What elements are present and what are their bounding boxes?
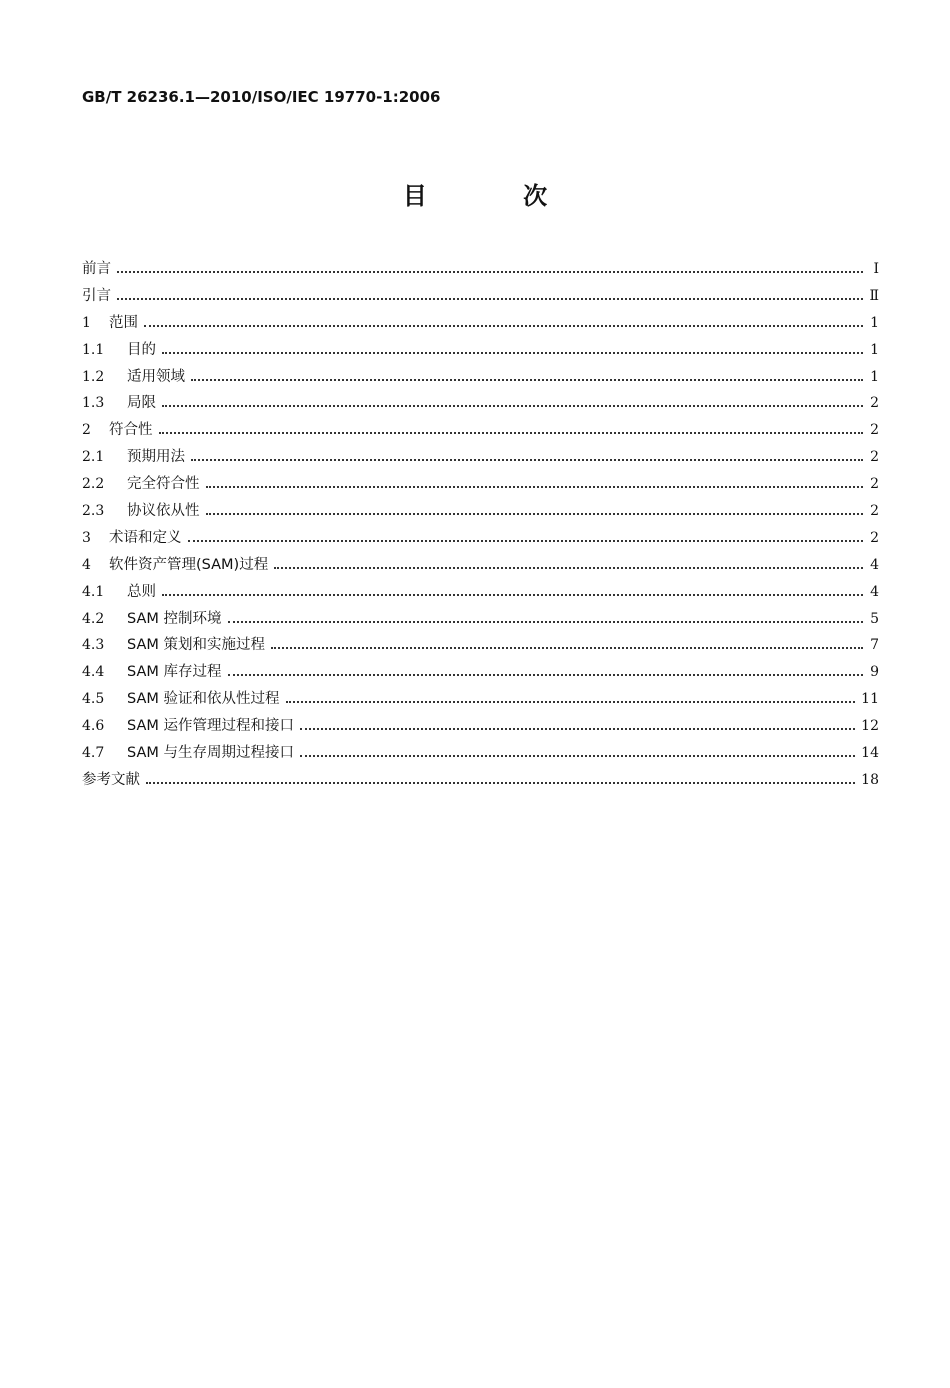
- toc-leader-dots: [286, 701, 856, 703]
- toc-entry-page: 1: [870, 368, 879, 385]
- toc-entry-number: 2.3: [82, 503, 105, 520]
- toc-entry-title: 协议依从性: [127, 503, 200, 520]
- toc-entry-title: 引言: [82, 287, 111, 304]
- toc-entry-title: 术语和定义: [109, 529, 182, 546]
- toc-leader-dots: [206, 486, 864, 488]
- toc-leader-dots: [274, 567, 863, 569]
- toc-entry-page: 7: [870, 637, 879, 654]
- toc-entry-title: 范围: [109, 314, 138, 331]
- toc-entry-page: 12: [861, 718, 879, 735]
- toc-entry-page: 2: [870, 395, 879, 412]
- toc-entry-number: 1.1: [82, 341, 105, 358]
- toc-entry-page: 11: [861, 691, 879, 708]
- toc-entry-page: Ⅱ: [869, 287, 879, 304]
- toc-entry-number: 4: [82, 556, 91, 573]
- toc-entry-number: 4.2: [82, 610, 105, 627]
- toc-entry-number: 4.3: [82, 637, 105, 654]
- toc-entry[interactable]: [82, 257, 879, 284]
- toc-entry-title: SAM 验证和依从性过程: [127, 691, 280, 708]
- toc-entry-page: 9: [870, 664, 879, 681]
- toc-leader-dots: [206, 513, 864, 515]
- toc-entry[interactable]: [82, 553, 879, 580]
- toc-entry-page: 4: [870, 556, 879, 573]
- toc-entry[interactable]: [82, 391, 879, 418]
- toc-leader-dots: [300, 755, 855, 757]
- toc-entry-page: 1: [870, 341, 879, 358]
- toc-leader-dots: [300, 728, 855, 730]
- toc-leader-dots: [162, 405, 863, 407]
- toc-entry[interactable]: [82, 472, 879, 499]
- toc-entry[interactable]: [82, 445, 879, 472]
- toc-entry-title: SAM 运作管理过程和接口: [127, 718, 295, 735]
- toc-entry-number: 4.5: [82, 691, 105, 708]
- toc-entry-page: 1: [870, 314, 879, 331]
- toc-entry-page: 2: [870, 449, 879, 466]
- toc-entry[interactable]: [82, 768, 879, 795]
- toc-entry-page: 4: [870, 583, 879, 600]
- toc-entry-title: 适用领域: [127, 368, 185, 385]
- toc-entry-page: 5: [870, 610, 879, 627]
- toc-entry-title: SAM 策划和实施过程: [127, 637, 266, 654]
- toc-entry-title: 完全符合性: [127, 476, 200, 493]
- toc-leader-dots: [162, 352, 863, 354]
- toc-leader-dots: [191, 459, 863, 461]
- toc-entry-number: 4.1: [82, 583, 105, 600]
- toc-entry-number: 2.1: [82, 449, 105, 466]
- toc-entry-title: SAM 控制环境: [127, 610, 222, 627]
- toc-entry[interactable]: [82, 284, 879, 311]
- toc-entry-title: 局限: [127, 395, 156, 412]
- toc-entry[interactable]: [82, 365, 879, 392]
- toc-leader-dots: [228, 621, 863, 623]
- toc-entry-title: 软件资产管理(SAM)过程: [109, 556, 269, 573]
- toc-entry-title: SAM 与生存周期过程接口: [127, 745, 295, 762]
- toc-entry-number: 4.7: [82, 745, 105, 762]
- document-code: GB/T 26236.1—2010/ISO/IEC 19770-1:2006: [82, 88, 441, 106]
- toc-entry[interactable]: [82, 338, 879, 365]
- toc-entry[interactable]: [82, 687, 879, 714]
- toc-entry[interactable]: [82, 580, 879, 607]
- toc-title: 目 次: [402, 182, 592, 210]
- toc-leader-dots: [162, 594, 863, 596]
- toc-entry[interactable]: [82, 633, 879, 660]
- toc-entry-title: 总则: [127, 583, 156, 600]
- table-of-contents: [82, 257, 879, 795]
- toc-entry-title: 参考文献: [82, 771, 140, 788]
- toc-entry-title: 目的: [127, 341, 156, 358]
- toc-entry-number: 2.2: [82, 476, 105, 493]
- toc-entry-title: 前言: [82, 261, 111, 277]
- toc-entry-page: 2: [870, 503, 879, 520]
- toc-entry-number: 2: [82, 422, 91, 439]
- toc-entry-number: 3: [82, 529, 91, 546]
- toc-entry-number: 1: [82, 314, 91, 331]
- toc-leader-dots: [191, 379, 863, 381]
- toc-leader-dots: [117, 298, 863, 300]
- toc-entry-page: 2: [870, 529, 879, 546]
- toc-entry[interactable]: [82, 741, 879, 768]
- toc-entry-title: SAM 库存过程: [127, 664, 222, 681]
- toc-leader-dots: [271, 647, 863, 649]
- toc-entry-page: 2: [870, 476, 879, 493]
- toc-entry[interactable]: [82, 499, 879, 526]
- toc-leader-dots: [188, 540, 864, 542]
- toc-entry-number: 4.6: [82, 718, 105, 735]
- toc-entry[interactable]: [82, 714, 879, 741]
- toc-entry-page: 2: [870, 422, 879, 439]
- toc-entry-title: 预期用法: [127, 449, 185, 466]
- toc-entry-title: 符合性: [109, 422, 153, 439]
- toc-entry[interactable]: [82, 418, 879, 445]
- toc-leader-dots: [144, 325, 863, 327]
- toc-entry[interactable]: [82, 526, 879, 553]
- toc-leader-dots: [146, 782, 855, 784]
- toc-entry-number: 4.4: [82, 664, 105, 681]
- toc-entry[interactable]: [82, 607, 879, 634]
- toc-entry-number: 1.2: [82, 368, 105, 385]
- toc-entry-page: 14: [861, 745, 879, 762]
- toc-entry-page: Ⅰ: [873, 261, 879, 277]
- toc-entry[interactable]: [82, 311, 879, 338]
- toc-leader-dots: [159, 432, 864, 434]
- toc-leader-dots: [228, 674, 863, 676]
- toc-leader-dots: [117, 271, 863, 273]
- toc-entry[interactable]: [82, 660, 879, 687]
- toc-entry-number: 1.3: [82, 395, 105, 412]
- toc-entry-page: 18: [861, 771, 879, 788]
